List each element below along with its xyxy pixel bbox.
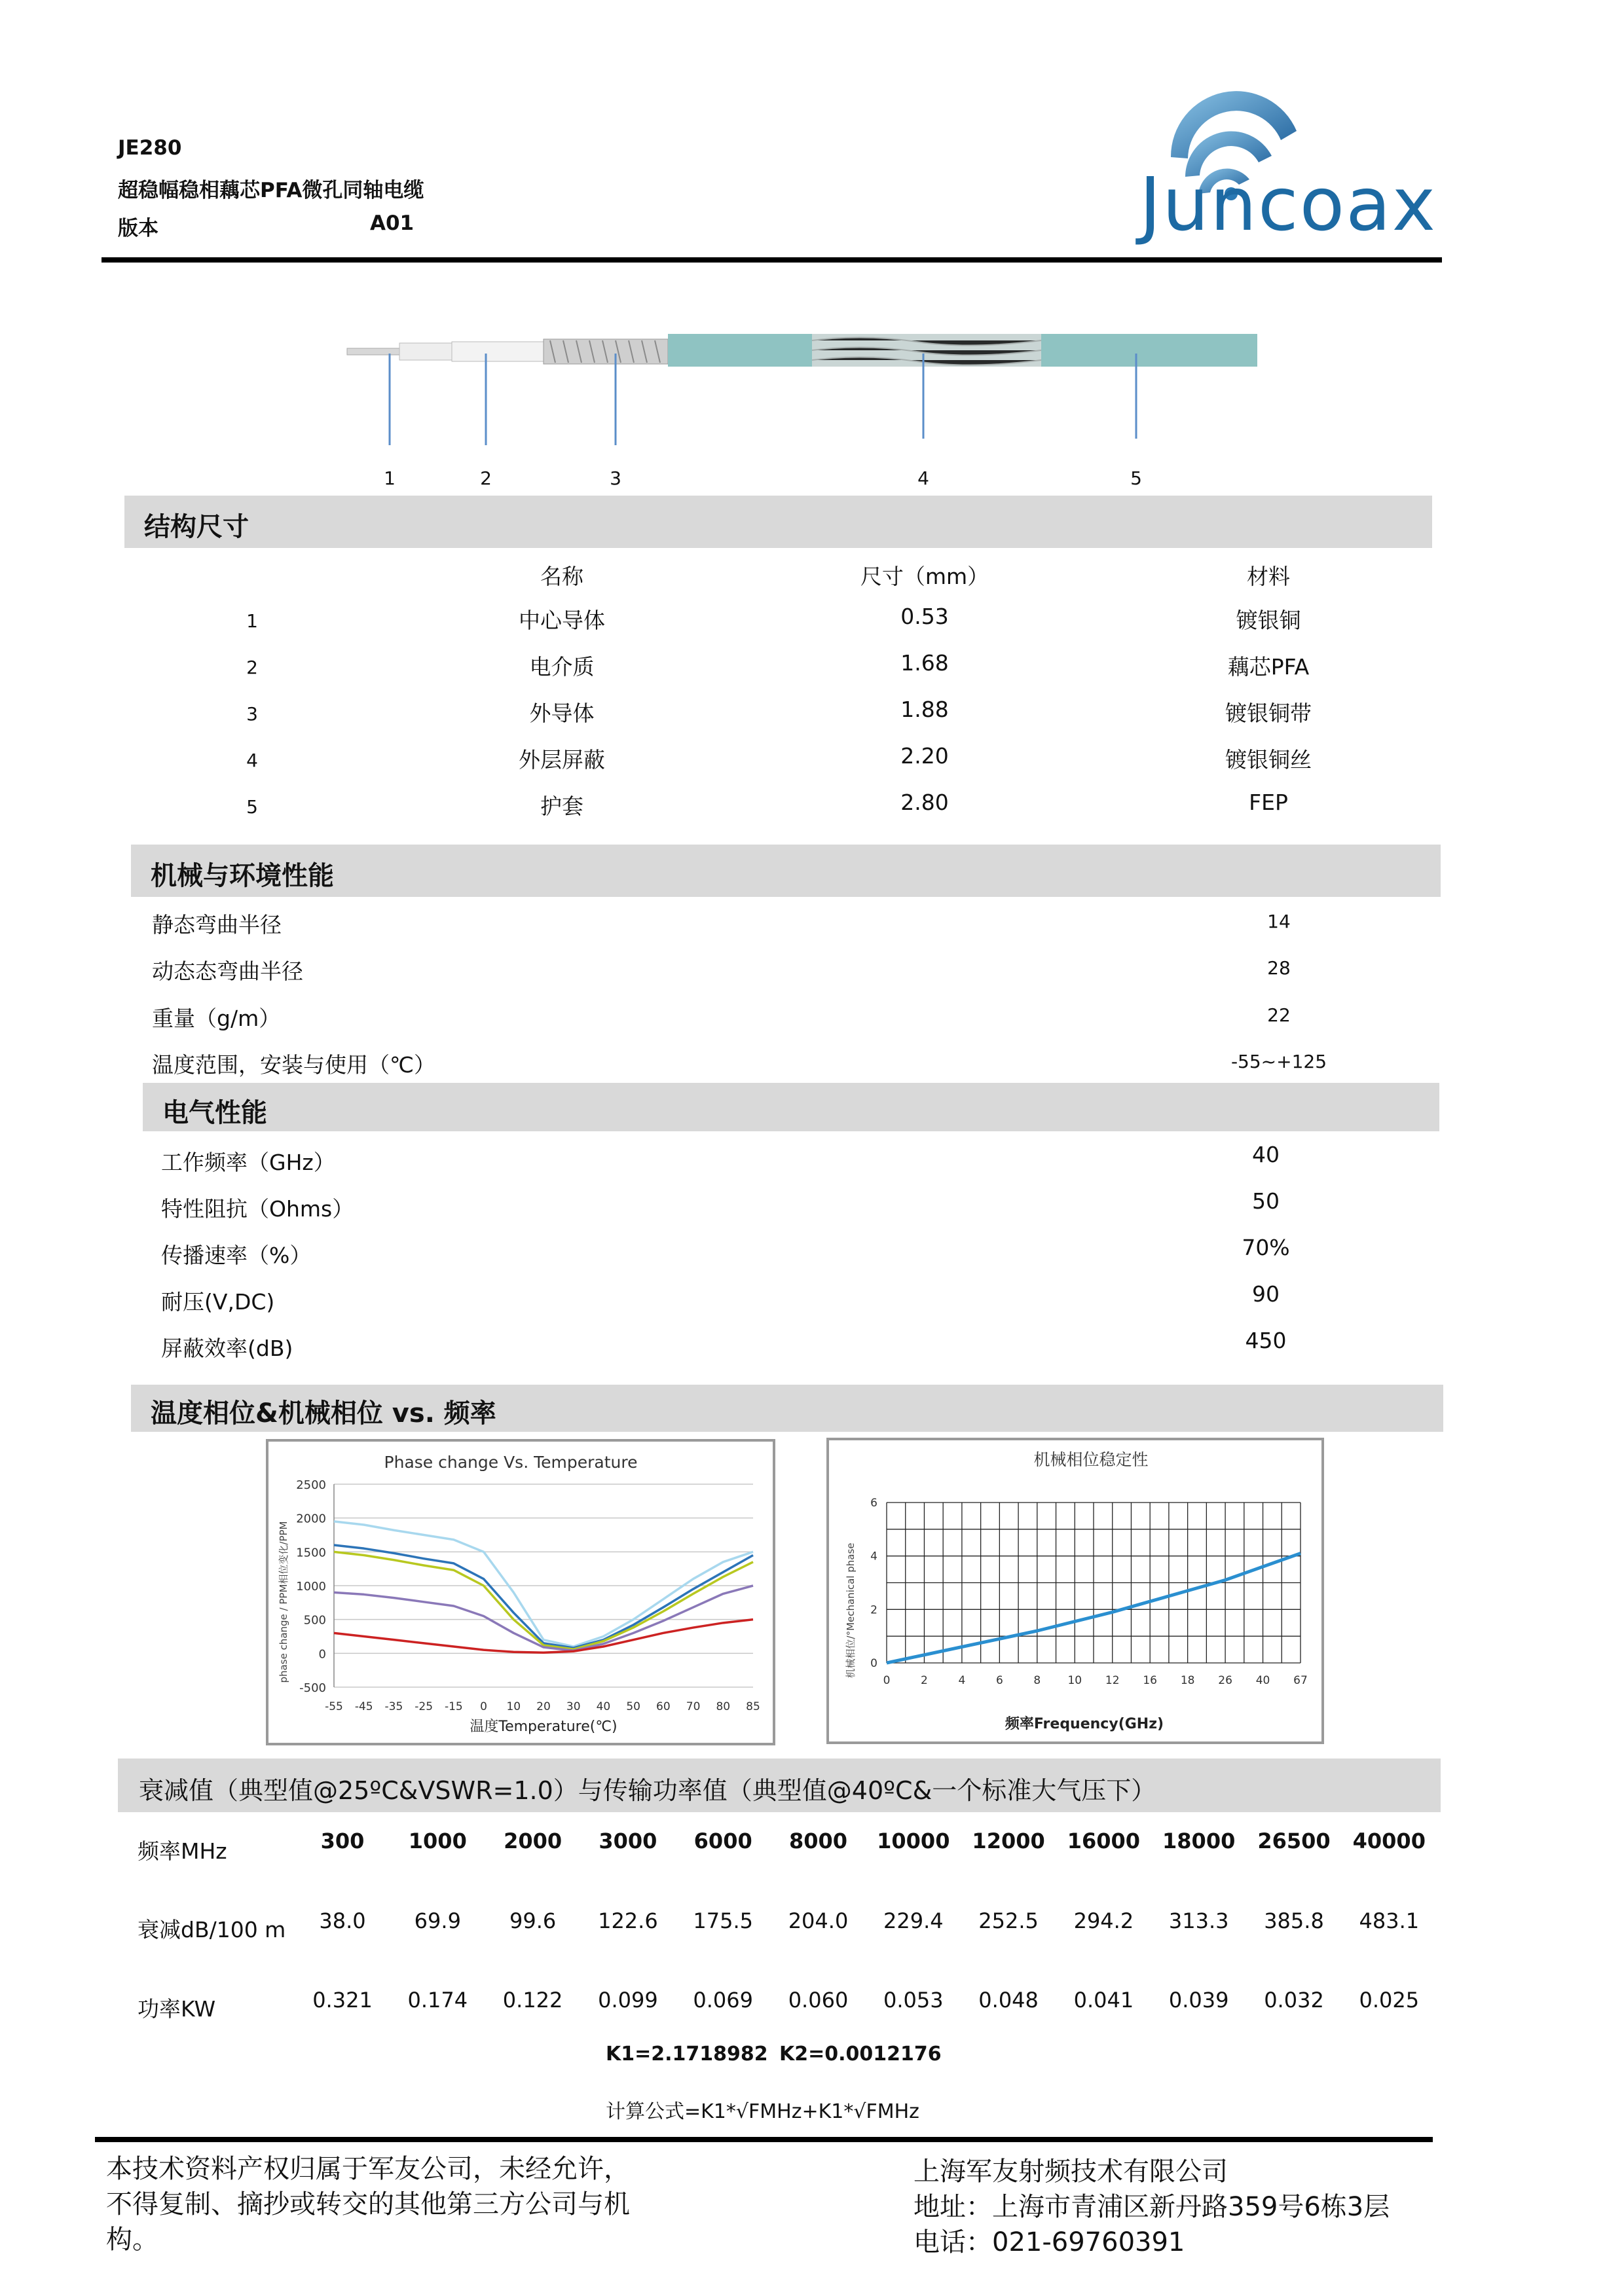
mech-label: 温度范围，安装与使用（℃）	[152, 1052, 436, 1078]
attenuation-value: 38.0	[319, 1908, 366, 1933]
row-number: 4	[246, 750, 258, 771]
x-tick-label: 26	[1218, 1674, 1232, 1687]
version-value: A01	[370, 211, 415, 235]
header-divider	[101, 257, 1442, 263]
attenuation-value: 229.4	[883, 1908, 944, 1933]
attenuation-value: 204.0	[788, 1908, 849, 1933]
x-tick-label: 8	[1033, 1674, 1041, 1687]
footer-divider	[95, 2137, 1433, 2142]
temperature-phase-chart	[266, 1439, 775, 1745]
attenuation-value: 294.2	[1073, 1908, 1134, 1933]
logo-text: Juncoax	[1139, 162, 1437, 247]
elec-label: 耐压(V,DC)	[161, 1289, 275, 1315]
power-value: 0.041	[1073, 1988, 1134, 2013]
component-size: 1.68	[900, 650, 949, 676]
y-tick-label: 2000	[296, 1512, 326, 1526]
mech-value: -55~+125	[1230, 1051, 1327, 1072]
x-tick-label: 0	[883, 1674, 891, 1687]
attenuation-value: 313.3	[1168, 1908, 1229, 1933]
chart-x-axis-label: 频率Frequency(GHz)	[1005, 1716, 1164, 1732]
cable-diagram	[341, 314, 1270, 498]
power-value: 0.060	[788, 1988, 849, 2013]
temperature-phase-chart-svg	[268, 1442, 773, 1743]
row-number: 3	[246, 703, 258, 725]
structure-title: 结构尺寸	[144, 512, 249, 542]
x-tick-label: 10	[1067, 1674, 1082, 1687]
x-tick-label: -45	[354, 1700, 373, 1713]
x-tick-label: 10	[506, 1700, 521, 1713]
x-tick-label: 40	[1255, 1674, 1270, 1687]
elec-value: 70%	[1242, 1235, 1290, 1260]
frequency-value: 300	[320, 1829, 365, 1853]
power-value: 0.025	[1359, 1988, 1420, 2013]
component-size: 1.88	[900, 697, 949, 722]
x-tick-label: 12	[1105, 1674, 1120, 1687]
electrical-section-header	[143, 1083, 1439, 1131]
y-tick-label: 500	[303, 1613, 326, 1628]
row-number: 1	[246, 610, 258, 632]
component-size: 2.80	[900, 790, 949, 815]
callout-5: 5	[1130, 467, 1142, 489]
component-name: 外导体	[529, 701, 595, 726]
y-tick-label: -500	[299, 1681, 326, 1695]
structure-section-header	[124, 496, 1432, 548]
attenuation-value: 483.1	[1359, 1908, 1420, 1933]
col-header-name: 名称	[540, 564, 583, 589]
x-tick-label: 4	[958, 1674, 966, 1687]
power-value: 0.048	[978, 1988, 1039, 2013]
company-address: 地址：上海市青浦区新丹路359号6栋3层	[913, 2192, 1390, 2222]
x-tick-label: 60	[656, 1700, 671, 1713]
elec-value: 40	[1252, 1142, 1280, 1167]
elec-value: 50	[1252, 1188, 1280, 1214]
frequency-value: 2000	[504, 1829, 563, 1853]
x-tick-label: -15	[444, 1700, 463, 1713]
series-line-yellow-green	[334, 1552, 753, 1649]
power-value: 0.321	[312, 1988, 373, 2013]
callout-3: 3	[610, 467, 621, 489]
chart-x-axis-label: 温度Temperature(℃)	[470, 1719, 618, 1735]
mechanical-title: 机械与环境性能	[151, 861, 334, 891]
attenuation-row-label: 衰减dB/100 m	[138, 1917, 286, 1942]
power-value: 0.122	[502, 1988, 563, 2013]
x-tick-label: 85	[746, 1700, 760, 1713]
component-material: 藕芯PFA	[1227, 654, 1310, 680]
chart-title: 机械相位稳定性	[1033, 1450, 1149, 1469]
frequency-value: 18000	[1162, 1829, 1236, 1853]
chart-title: Phase change Vs. Temperature	[384, 1453, 638, 1472]
copyright-notice: 本技术资料产权归属于军友公司，未经允许，不得复制、摘抄或转交的其他第三方公司与机构。	[106, 2154, 630, 2255]
component-material: 镀银铜	[1236, 608, 1301, 633]
component-material: 镀银铜带	[1225, 701, 1312, 726]
elec-label: 工作频率（GHz）	[161, 1150, 335, 1175]
k2-constant: K2=0.0012176	[779, 2043, 942, 2066]
x-tick-label: 50	[626, 1700, 640, 1713]
x-tick-label: 6	[995, 1674, 1003, 1687]
frequency-value: 3000	[599, 1829, 657, 1853]
power-value: 0.039	[1168, 1988, 1229, 2013]
y-tick-label: 1500	[296, 1546, 326, 1560]
y-tick-label: 0	[318, 1647, 326, 1662]
callout-2: 2	[480, 467, 492, 489]
frequency-value: 16000	[1067, 1829, 1141, 1853]
y-tick-label: 6	[870, 1497, 877, 1510]
power-value: 0.174	[407, 1988, 468, 2013]
k1-constant: K1=2.1718982	[606, 2043, 768, 2066]
mech-label: 动态态弯曲半径	[152, 958, 303, 984]
elec-label: 屏蔽效率(dB)	[161, 1336, 293, 1361]
power-value: 0.053	[883, 1988, 944, 2013]
component-name: 电介质	[529, 654, 595, 680]
x-tick-label: 67	[1293, 1674, 1308, 1687]
callout-1: 1	[384, 467, 396, 489]
attenuation-value: 175.5	[693, 1908, 753, 1933]
mech-value: 14	[1267, 911, 1291, 932]
attenuation-value: 385.8	[1264, 1908, 1324, 1933]
company-phone: 电话：021-69760391	[913, 2227, 1185, 2257]
mech-value: 22	[1267, 1004, 1291, 1026]
y-tick-label: 2500	[296, 1478, 326, 1492]
mechanical-phase-chart-svg	[829, 1440, 1321, 1741]
x-tick-label: 30	[566, 1700, 581, 1713]
component-size: 0.53	[900, 604, 949, 629]
x-tick-label: 40	[596, 1700, 611, 1713]
x-tick-label: 20	[536, 1700, 551, 1713]
frequency-value: 12000	[972, 1829, 1045, 1853]
chart-y-axis-label: phase change / PPM相位变化/PPM	[278, 1521, 289, 1683]
mech-label: 重量（g/m）	[152, 1006, 281, 1031]
y-tick-label: 1000	[296, 1580, 326, 1594]
attenuation-title: 衰减值（典型值@25ºC&VSWR=1.0）与传输功率值（典型值@40ºC&一个标准大气压下）	[139, 1776, 1156, 1805]
phase-section-header	[131, 1385, 1443, 1432]
component-name: 护套	[540, 793, 583, 819]
attenuation-value: 252.5	[978, 1908, 1039, 1933]
electrical-title: 电气性能	[162, 1098, 267, 1128]
product-name: 超稳幅稳相藕芯PFA微孔同轴电缆	[118, 179, 424, 202]
frequency-value: 1000	[408, 1829, 467, 1853]
x-tick-label: -55	[325, 1700, 343, 1713]
frequency-value: 26500	[1257, 1829, 1331, 1853]
phase-section-title: 温度相位&机械相位 vs. 频率	[151, 1398, 496, 1429]
frequency-value: 40000	[1352, 1829, 1426, 1853]
x-tick-label: 70	[686, 1700, 701, 1713]
x-tick-label: 18	[1180, 1674, 1195, 1687]
power-value: 0.099	[598, 1988, 658, 2013]
elec-value: 90	[1252, 1281, 1280, 1307]
version-label: 版本	[118, 217, 158, 240]
x-tick-label: -35	[384, 1700, 403, 1713]
col-header-size: 尺寸（mm）	[860, 564, 989, 589]
x-tick-label: 16	[1143, 1674, 1158, 1687]
mech-label: 静态弯曲半径	[152, 912, 282, 938]
component-size: 2.20	[900, 743, 949, 769]
attenuation-value: 99.6	[509, 1908, 557, 1933]
col-header-material: 材料	[1247, 564, 1290, 589]
component-material: FEP	[1249, 790, 1288, 815]
x-tick-label: 80	[716, 1700, 731, 1713]
row-number: 2	[246, 657, 258, 678]
mechanical-phase-chart	[826, 1438, 1324, 1744]
mech-value: 28	[1267, 957, 1291, 979]
y-tick-label: 0	[870, 1657, 877, 1670]
elec-label: 传播速率（%）	[161, 1243, 312, 1268]
power-value: 0.032	[1264, 1988, 1324, 2013]
power-row-label: 功率KW	[138, 1996, 216, 2022]
row-number: 5	[246, 796, 258, 818]
formula: 计算公式=K1*√FMHz+K1*√FMHz	[606, 2100, 919, 2123]
attenuation-value: 122.6	[598, 1908, 658, 1933]
component-name: 外层屏蔽	[519, 747, 605, 773]
x-tick-label: 2	[921, 1674, 928, 1687]
company-logo	[1133, 79, 1447, 249]
power-value: 0.069	[693, 1988, 753, 2013]
component-material: 镀银铜丝	[1225, 747, 1312, 773]
freq-row-label: 频率MHz	[138, 1838, 227, 1864]
component-name: 中心导体	[519, 608, 605, 633]
y-tick-label: 4	[870, 1550, 877, 1563]
company-name: 上海军友射频技术有限公司	[913, 2157, 1228, 2187]
chart-y-axis-label: 机械相位/°Mechanical phase	[845, 1542, 857, 1679]
model-number: JE280	[118, 136, 182, 160]
attenuation-value: 69.9	[414, 1908, 461, 1933]
frequency-value: 8000	[788, 1829, 848, 1853]
elec-value: 450	[1245, 1328, 1287, 1353]
callout-4: 4	[917, 467, 929, 489]
frequency-value: 6000	[693, 1829, 752, 1853]
x-tick-label: 0	[480, 1700, 487, 1713]
attenuation-section-header	[118, 1758, 1441, 1812]
elec-label: 特性阻抗（Ohms）	[161, 1196, 354, 1222]
y-tick-label: 2	[870, 1603, 877, 1617]
x-tick-label: -25	[415, 1700, 434, 1713]
mechanical-section-header	[131, 845, 1441, 897]
frequency-value: 10000	[877, 1829, 950, 1853]
